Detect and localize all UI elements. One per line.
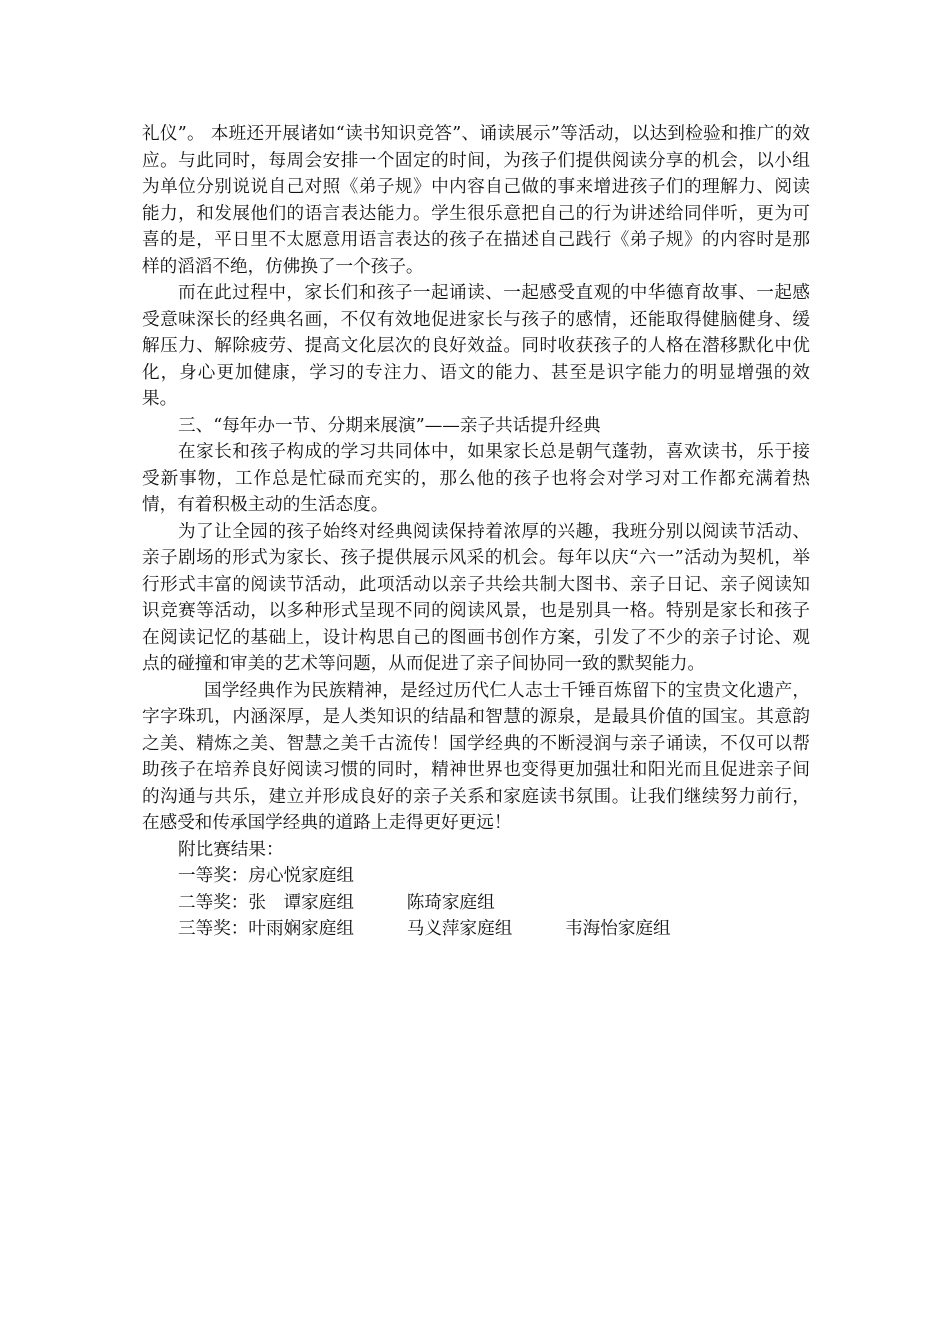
section-heading-three: 三、“每年办一节、分期来展演”——亲子共话提升经典 (178, 415, 601, 436)
document-body (142, 121, 810, 943)
paragraph-reading-festival: 为了让全园的孩子始终对经典阅读保持着浓厚的兴趣，我班分别以阅读节活动、亲子剧场的形式为家长、孩子提供展示风采的机会。每年以庆“六一”活动为契机，举行形式丰富的阅读节活动，此项活动以亲子共绘共制大图书、亲子日记、亲子阅读知识竞赛等活动，以多种形式呈现不同的阅读风景，也是别具一格。特别是家长和孩子在阅读记忆的基础上，设计构思自己的图画书创作方案，引发了不少的亲子讨论、观点的碰撞和审美的艺术等问题，从而促进了亲子间协同一致的默契能力。 (142, 521, 810, 674)
paragraph-classics-conclusion: 国学经典作为民族精神，是经过历代仁人志士千锤百炼留下的宝贵文化遗产，字字珠玑，内涵深厚，是人类知识的结晶和智慧的源泉，是最具价值的国宝。其意韵之美、精炼之美、智慧之美千古流传！国学经典的不断浸润与亲子诵读，不仅可以帮助孩子在培养良好阅读习惯的同时，精神世界也变得更加强壮和阳光而且促进亲子间的沟通与共乐，建立并形成良好的亲子关系和家庭读书氛围。让我们继续努力前行，在感受和传承国学经典的道路上走得更好更远！ (142, 680, 810, 833)
paragraph-reading-activities: 礼仪”。 本班还开展诸如“读书知识竞答”、诵读展示”等活动，以达到检验和推广的效应。与此同时，每周会安排一个固定的时间，为孩子们提供阅读分享的机会，以小组为单位分别说说自己对照《弟子规》中内容自己做的事来增进孩子们的理解力、阅读能力，和发展他们的语言表达能力。学生很乐意把自己的行为讲述给同伴听，更为可喜的是，平日里不太愿意用语言表达的孩子在描述自己践行《弟子规》的内容时是那样的滔滔不绝，仿佛换了一个孩子。 (142, 124, 810, 277)
result-third-prize: 三等奖：叶雨娴家庭组 马义萍家庭组 韦海怡家庭组 (178, 919, 671, 939)
result-first-prize: 一等奖：房心悦家庭组 (178, 866, 354, 886)
paragraph-parent-child-reading: 而在此过程中，家长们和孩子一起诵读、一起感受直观的中华德育故事、一起感受意味深长的经典名画，不仅有效地促进家长与孩子的感情，还能取得健脑健身、缓解压力、解除疲劳、提高文化层次的良好效益。同时收获孩子的人格在潜移默化中优化，身心更加健康，学习的专注力、语文的能力、甚至是识字能力的明显增强的效果。 (142, 283, 810, 409)
results-heading: 附比赛结果： (178, 839, 284, 860)
paragraph-learning-community: 在家长和孩子构成的学习共同体中，如果家长总是朝气蓬勃，喜欢读书，乐于接受新事物，工作总是忙碌而充实的，那么他的孩子也将会对学习对工作都充满着热情，有着积极主动的生活态度。 (142, 442, 810, 515)
result-second-prize: 二等奖：张 谭家庭组 陈琦家庭组 (178, 892, 495, 913)
